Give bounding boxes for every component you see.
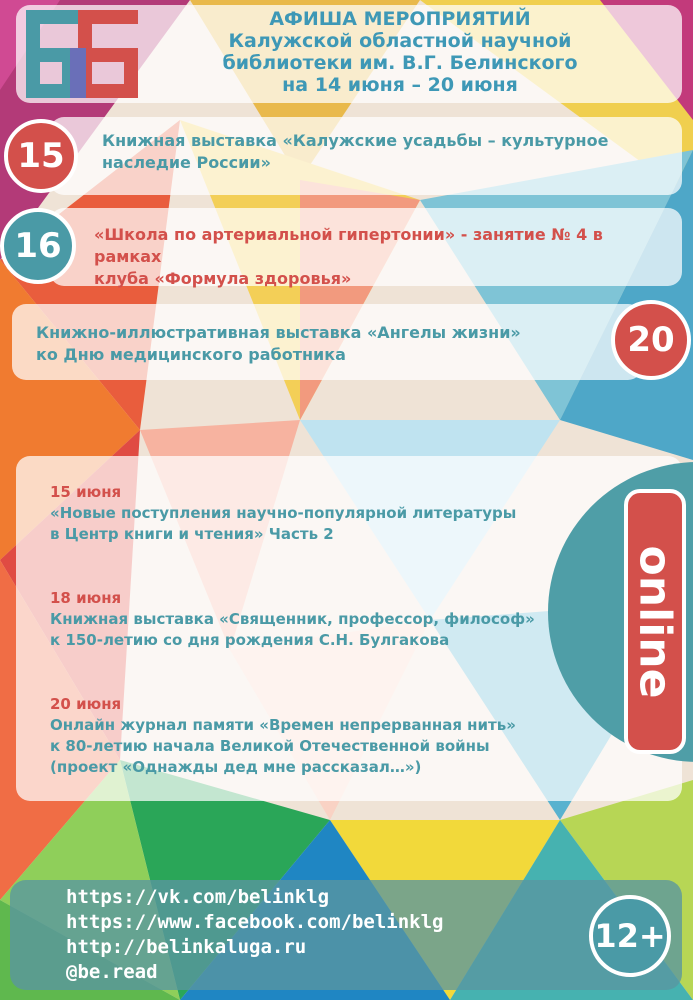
online-item-line: к 150-летию со дня рождения С.Н. Булгакова (50, 631, 450, 649)
event-line-2: наследие России» (102, 153, 271, 172)
online-item-line: «Новые поступления научно-популярной литературы (50, 504, 517, 522)
event-date-circle-16 (0, 208, 76, 284)
event-text-15 (102, 130, 662, 174)
header-line-3: библиотеки им. В.Г. Белинского (222, 52, 578, 74)
online-item-2 (50, 588, 550, 651)
footer-links (66, 885, 444, 985)
library-logo (26, 10, 138, 98)
event-date-circle-15 (4, 119, 78, 193)
website-link[interactable]: http://belinkaluga.ru (66, 936, 307, 958)
event-day-20: 20 (627, 320, 675, 360)
online-item-line: Книжная выставка «Священник, профессор, философ» (50, 610, 535, 628)
event-day-16: 16 (14, 226, 62, 266)
online-item-date: 15 июня (50, 483, 122, 501)
online-item-line: к 80-летию начала Великой Отечественной войны (50, 737, 490, 755)
age-rating: 12+ (594, 917, 666, 955)
header-line-2: Калужской областной научной (228, 30, 572, 52)
event-line-1: Книжная выставка «Калужские усадьбы – культурное (102, 131, 609, 150)
event-text-16 (94, 224, 674, 290)
online-badge (624, 489, 686, 754)
age-rating-badge (589, 895, 671, 977)
header-title (205, 8, 595, 96)
online-item-date: 18 июня (50, 589, 122, 607)
header-line-1: АФИША МЕРОПРИЯТИЙ (269, 8, 531, 30)
instagram-handle[interactable]: @be.read (66, 961, 158, 983)
online-item-line: в Центр книги и чтения» Часть 2 (50, 525, 334, 543)
event-line-1: «Школа по артериальной гипертонии» - занятие № 4 в рамках (94, 225, 603, 266)
online-item-line: (проект «Однажды дед мне рассказал…») (50, 758, 422, 776)
event-line-2: ко Дню медицинского работника (36, 345, 346, 364)
event-day-15: 15 (17, 136, 65, 176)
online-item-line: Онлайн журнал памяти «Времен непрерванная нить» (50, 716, 516, 734)
event-line-2: клуба «Формула здоровья» (94, 269, 352, 288)
event-date-circle-20 (611, 300, 691, 380)
vk-link[interactable]: https://vk.com/belinklg (66, 886, 330, 908)
header-line-4: на 14 июня – 20 июня (282, 74, 518, 96)
facebook-link[interactable]: https://www.facebook.com/belinklg (66, 911, 444, 933)
event-text-20 (36, 322, 606, 366)
event-line-1: Книжно-иллюстративная выставка «Ангелы жизни» (36, 323, 521, 342)
online-label: online (629, 545, 681, 698)
online-item-3 (50, 694, 550, 778)
online-item-date: 20 июня (50, 695, 122, 713)
online-item-1 (50, 482, 550, 545)
